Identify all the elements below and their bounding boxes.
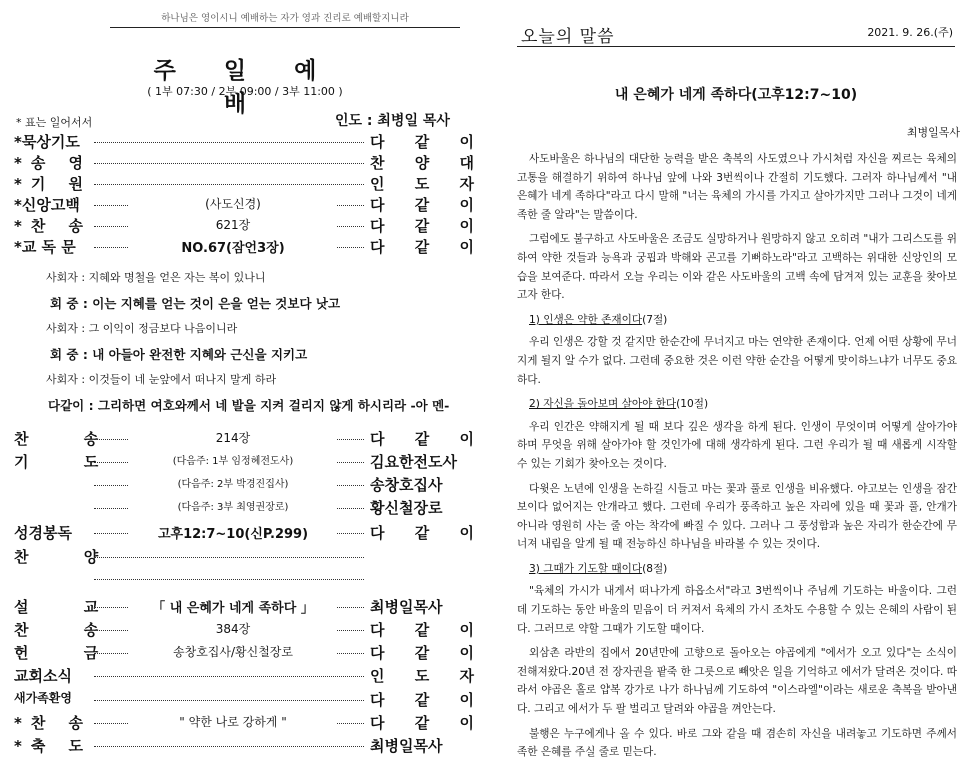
dotted-leader [94,676,364,677]
responsive-line: 회 중 : 이는 지혜를 얻는 것이 은을 얻는 것보다 낫고 [50,296,341,311]
order-row [14,568,474,588]
order-row [14,451,474,471]
order-label: *찬 송 [14,217,93,235]
order-detail: (다음주: 2부 박경진집사) [129,475,337,490]
order-leader: 다 같 이 [370,238,474,256]
order-row [14,689,474,709]
order-leader: 송창호집사 [370,476,443,494]
order-label: 설 교 [14,598,124,616]
point-verse: (10절) [676,398,709,411]
dotted-leader [94,142,364,143]
order-label: *찬 송 [14,714,93,732]
responsive-line: 사회자 : 지혜와 명철을 얻은 자는 복이 있나니 [46,271,266,284]
paragraph: 우리 인생은 강할 것 같지만 한순간에 무너지고 마는 연약한 존재이다. 언제 어떤 상황에 무너지게 될지 알 수가 없다. 그런데 중요한 것은 이런 약한 순간을 어떻게 맞이하느냐가 너무도 중요하다. [517,336,957,386]
order-row [14,474,474,494]
order-leader: 인 도 자 [370,175,474,193]
dotted-leader [94,746,364,747]
order-detail: 송창호집사/황신철장로 [129,643,337,660]
order-row [14,152,474,172]
order-detail: NO.67(잠언3장) [129,237,337,256]
order-detail: 384장 [129,620,337,637]
order-label: 성경봉독 [14,524,72,542]
sermon-title-ref: 「 내 은혜가 네게 족하다 」 [129,597,337,616]
order-label: *기 원 [14,175,93,193]
order-leader: 다 같 이 [370,524,474,542]
order-label: 기 도 [14,453,124,471]
sermon-header [517,20,955,47]
paragraph: 다윗은 노년에 인생을 논하길 시들고 마는 꽃과 풀로 인생을 비유했다. 야고보는 인생을 잠간 보이다 없어지는 안개라고 했다. 그런데 우리가 풍족하고 높은 자리에 있을 때 꽃과 풀, 안개가 아니라 영원히 사는 줄 아는 착각에 빠질 수 있다. 그러나 그 풍성함과 높은 자리가 한순간에 무너져 내림을 알게 될 때 전능하신 하나님을 바라볼 수 있는 것이다. [517,482,957,551]
order-row [14,497,474,517]
order-label: *축 도 [14,737,93,755]
point-verse: (8절) [642,562,668,575]
order-row [14,131,474,151]
order-leader: 다 같 이 [370,621,474,639]
order-leader: 인 도 자 [370,667,474,685]
paragraph: 외삼촌 라반의 집에서 20년만에 고향으로 돌아오는 야곱에게 "에서가 오고 있다"는 소식이 전해져왔다.20년 전 장자권을 팥죽 한 그릇으로 빼앗은 일을 기억하고 에서가 달려온 것이다. 따라서 야곱은 홀로 얍복 강가로 나가 하나님께 기도하여 "이스라엘"이라는 새로운 축복을 받아낸다. 그리고 에서가 두 팔 벌리고 달려와 야곱을 껴안는다. [517,647,957,716]
order-row [14,546,474,566]
order-row [14,596,474,616]
order-label: 찬 송 [14,430,124,448]
standing-note: * 표는 일어서서 [16,116,93,129]
order-row [14,428,474,448]
responsive-line: 사회자 : 그 이익이 정금보다 나음이니라 [46,322,238,335]
order-label: 찬 송 [14,621,124,639]
order-row [14,735,474,755]
order-leader: 다 같 이 [370,217,474,235]
order-row [14,236,474,256]
order-detail: (다음주: 1부 임정혜전도사) [129,452,337,467]
order-leader: 다 같 이 [370,644,474,662]
motto-header: 하나님은 영이시니 예배하는 자가 영과 진리로 예배할지니라 [110,10,460,28]
service-times: ( 1부 07:30 / 2부 09:00 / 3부 11:00 ) [147,85,343,98]
order-row [14,522,474,542]
sermon-author: 최병일목사 [906,126,960,139]
order-detail: 621장 [129,216,337,233]
order-leader: 김요한전도사 [370,453,457,471]
paragraph: 불행은 누구에게나 올 수 있다. 바로 그와 같을 때 겸손히 자신을 내려놓고 기도하면 주께서 족한 은혜를 주실 줄로 믿는다. [517,727,957,759]
order-leader: 최병일목사 [370,598,443,616]
order-detail: " 약한 나로 강하게 " [129,713,337,730]
responsive-line: 회 중 : 내 아들아 완전한 지혜와 근신을 지키고 [50,347,308,362]
order-label: 교회소식 [14,667,72,685]
order-label: *신앙고백 [14,196,80,214]
section-title: 오늘의 말씀 [521,27,615,47]
paragraph: 우리 인간은 약해지게 될 때 보다 깊은 생각을 하게 된다. 인생이 무엇이며 어떻게 살아가야 하며 무엇을 위해 살아가야 할 것인가에 대해 생각하게 된다. 그런 우리가 될 때 새롭게 시작할 수 있는 기회가 찾아오는 것이다. [517,420,957,470]
sermon-body [517,150,957,768]
point-heading [517,311,957,330]
order-leader: 최병일목사 [370,737,443,755]
order-row [14,712,474,732]
order-leader: 다 같 이 [370,430,474,448]
paragraph: 그럼에도 불구하고 사도바울은 조금도 실망하거나 원망하지 않고 오히려 "내가 그리스도를 위하여 약한 것들과 능욕과 궁핍과 박해와 곤고를 기뻐하노라"라고 고백하는 위대한 신앙인의 모습을 보여준다. 따라서 오늘 우리는 이와 같은 사도바울의 고백 속에 담겨져 있는 교훈을 찾아보고자 한다. [517,233,957,302]
order-detail: 고후12:7~10(신P.299) [129,523,337,542]
order-row [14,173,474,193]
order-detail: (다음주: 3부 최영권장로) [129,498,337,513]
order-leader: 황신철장로 [370,499,443,517]
order-row [14,665,474,685]
order-row [14,619,474,639]
paragraph: 사도바울은 하나님의 대단한 능력을 받은 축복의 사도였으나 가시처럼 자신을 찌르는 육체의 고통을 해결하기 위하여 하나님 앞에 나와 3번씩이나 간절히 기도했다. 그러자 하나님께서 "내 은혜가 네게 족하다"라고 다시 말해 "너는 육체의 가시를 가지고 살아가지만 그러나 그것이 네게 족한 줄 알라"는 말씀이다. [517,153,957,221]
order-label: *교 독 문 [14,238,76,256]
paragraph: "육체의 가시가 내게서 떠나가게 하옵소서"라고 3번씩이나 주님께 기도하는 바울이다. 그런데 기도하는 동안 바울의 믿음이 더 커져서 육체의 가시 조차도 수용할 수 있는 은혜의 사람이 된다. 그러므로 약할 그때가 기도할 때이다. [517,585,957,635]
point-heading-text: 3) 그때가 기도할 때이다 [529,562,643,575]
order-leader: 다 같 이 [370,133,474,151]
page-title: 주 일 예 배 [153,58,337,117]
order-label: 헌 금 [14,644,124,662]
order-leader: 다 같 이 [370,714,474,732]
point-verse: (7절) [642,313,668,326]
point-heading [517,560,957,579]
sermon-title: 내 은혜가 네게 족하다(고후12:7~10) [614,87,858,103]
responsive-line: 다같이 : 그리하면 여호와께서 네 발을 지켜 걸리지 않게 하시리라 -아 멘- [48,398,450,413]
sermon-page [487,0,974,771]
order-row [14,215,474,235]
order-label: 새가족환영 [14,691,72,705]
order-row [14,642,474,662]
order-leader: 찬 양 대 [370,154,474,172]
dotted-leader [94,579,364,580]
point-heading-text: 2) 자신을 돌아보며 살아야 한다 [529,398,677,411]
order-leader: 다 같 이 [370,691,474,709]
point-heading-text: 1) 인생은 약한 존재이다 [529,313,643,326]
order-label: 찬 양 [14,548,124,566]
point-heading [517,395,957,414]
order-row [14,194,474,214]
presider: 인도 : 최병일 목사 [335,113,450,129]
order-label: *묵상기도 [14,133,80,151]
order-label: *송 영 [14,154,93,172]
responsive-line: 사회자 : 이것들이 네 눈앞에서 떠나지 말게 하라 [46,373,277,386]
dotted-leader [94,163,364,164]
order-detail: 214장 [129,429,337,446]
order-detail: (사도신경) [129,195,337,212]
order-leader: 다 같 이 [370,196,474,214]
dotted-leader [94,184,364,185]
dotted-leader [94,557,364,558]
bulletin-date: 2021. 9. 26.(주) [867,26,953,39]
dotted-leader [94,700,364,701]
